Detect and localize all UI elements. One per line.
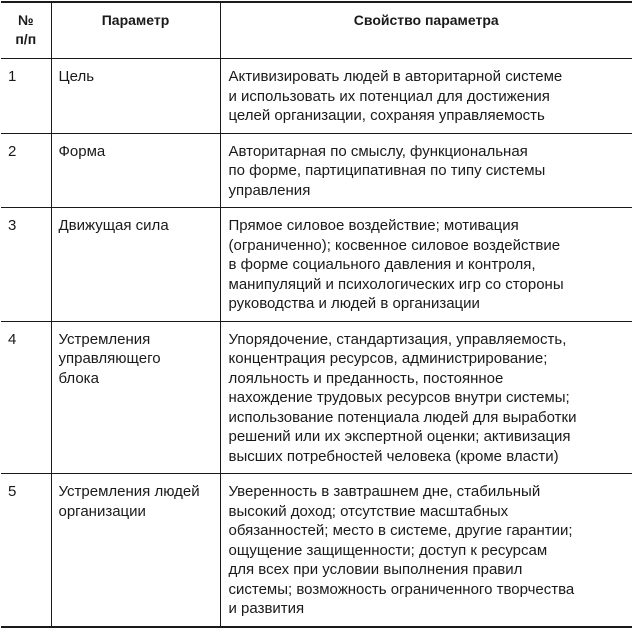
property-line: целей организации, сохраняя управляемость bbox=[228, 107, 545, 124]
property-line: использование потенциала людей для выработки bbox=[228, 408, 577, 426]
row-property bbox=[220, 133, 632, 208]
table-row bbox=[1, 133, 632, 208]
property-line: решений или их экспертной оценки; активизация bbox=[228, 428, 571, 445]
parameter-line: управляющего bbox=[58, 350, 161, 367]
row-number: 3 bbox=[1, 208, 51, 322]
property-line: Упорядочение, стандартизация, управляемость, bbox=[228, 330, 567, 348]
row-number: 5 bbox=[8, 483, 17, 500]
header-number-line: п/п bbox=[15, 31, 37, 47]
property-line: концентрация ресурсов, администрирование; bbox=[228, 350, 548, 367]
table-row bbox=[1, 208, 632, 322]
property-line: Прямое силовое воздействие; мотивация bbox=[228, 217, 519, 234]
row-number: 4 bbox=[1, 321, 51, 474]
row-property bbox=[220, 474, 632, 627]
header-number-line: № bbox=[17, 12, 34, 28]
property-line: управления bbox=[228, 181, 311, 199]
row-parameter bbox=[51, 474, 220, 627]
table-row bbox=[1, 474, 632, 627]
row-parameter bbox=[51, 133, 220, 208]
property-line: высших потребностей человека (кроме власти) bbox=[228, 447, 559, 465]
table-row bbox=[1, 321, 632, 474]
parameter-line: Устремления bbox=[58, 330, 151, 348]
property-line: манипуляций и психологических игр со стороны bbox=[228, 275, 564, 293]
parameter-line: организации bbox=[58, 502, 146, 520]
parameter-line: блока bbox=[58, 369, 99, 387]
property-line: Уверенность в завтрашнем дне, стабильный bbox=[228, 483, 541, 500]
parameter-line: Цель bbox=[58, 68, 95, 85]
property-line: Авторитарная по смыслу, функциональная bbox=[228, 142, 528, 160]
row-property bbox=[220, 208, 632, 322]
header-number bbox=[1, 2, 51, 59]
property-line: нахождение трудовых ресурсов внутри системы; bbox=[228, 389, 570, 406]
property-line: лояльность и преданность, постоянное bbox=[228, 369, 504, 387]
property-line: обязанностей; место в системе, другие гарантии; bbox=[228, 522, 573, 539]
property-line: для всех при условии выполнения правил bbox=[228, 561, 523, 578]
row-parameter bbox=[51, 321, 220, 474]
parameters-table bbox=[1, 1, 632, 628]
parameter-line: Форма bbox=[58, 142, 106, 160]
header-property: Свойство параметра bbox=[220, 2, 632, 59]
property-line: и использовать их потенциал для достижения bbox=[228, 87, 550, 105]
parameter-line: Устремления людей bbox=[58, 483, 200, 500]
property-line: и развития bbox=[228, 600, 305, 617]
row-parameter bbox=[51, 208, 220, 322]
property-line: в форме социального давления и контроля, bbox=[228, 256, 536, 273]
row-number: 1 bbox=[1, 59, 51, 134]
property-line: по форме, партиципативная по типу системы bbox=[228, 162, 546, 179]
table-row bbox=[1, 59, 632, 134]
property-line: системы; возможность ограниченного творчества bbox=[228, 580, 575, 598]
row-parameter bbox=[51, 59, 220, 134]
property-line: (ограниченно); косвенное силовое воздействие bbox=[228, 236, 561, 254]
parameter-line: Движущая сила bbox=[58, 217, 169, 234]
property-line: ощущение защищенности; доступ к ресурсам bbox=[228, 541, 548, 559]
property-line: Активизировать людей в авторитарной системе bbox=[228, 68, 563, 85]
property-line: высокий доход; отсутствие масштабных bbox=[228, 502, 509, 520]
row-property bbox=[220, 59, 632, 134]
row-property bbox=[220, 321, 632, 474]
property-line: руководства и людей в организации bbox=[228, 295, 480, 312]
header-parameter: Параметр bbox=[51, 2, 220, 59]
row-number: 2 bbox=[1, 133, 51, 208]
table-header-row bbox=[1, 2, 632, 59]
